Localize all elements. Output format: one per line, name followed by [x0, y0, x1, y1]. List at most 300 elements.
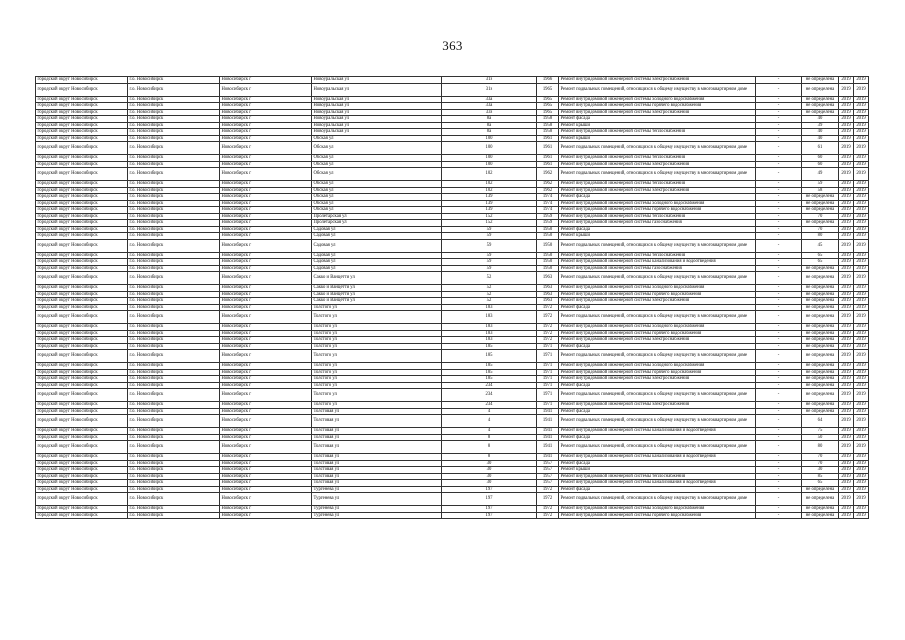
- work-type-cell: Ремонт фасада: [559, 382, 756, 389]
- work-type-cell: Ремонт крыши: [559, 233, 756, 240]
- year-start-cell: 2019: [839, 304, 854, 311]
- year-start-cell: 2019: [839, 194, 854, 201]
- year-built-cell: 1963: [537, 298, 559, 305]
- cost-cell: не определена: [802, 207, 839, 214]
- settlement-cell: г.о. Новосибирск: [128, 161, 220, 168]
- work-type-cell: Ремонт подвальных помещений, относящихся к общему имуществу в многоквартирном доме: [559, 415, 756, 428]
- house-cell: 197: [442, 486, 537, 493]
- cost-cell: не определена: [802, 83, 839, 96]
- municipality-cell: городской округ Новосибирск: [36, 181, 128, 188]
- locality-cell: Новосибирск г: [220, 402, 312, 409]
- municipality-cell: городской округ Новосибирск: [36, 454, 128, 461]
- year-built-cell: 1972: [537, 337, 559, 344]
- year-built-cell: 1971: [537, 350, 559, 363]
- year-start-cell: 2019: [839, 142, 854, 155]
- settlement-cell: г.о. Новосибирск: [128, 265, 220, 272]
- blank-cell: -: [756, 220, 802, 227]
- municipality-cell: городской округ Новосибирск: [36, 226, 128, 233]
- year-built-cell: 1950: [537, 252, 559, 259]
- settlement-cell: г.о. Новосибирск: [128, 343, 220, 350]
- year-end-cell: 2019: [854, 512, 869, 519]
- locality-cell: Новосибирск г: [220, 467, 312, 474]
- work-type-cell: Ремонт фасада: [559, 194, 756, 201]
- cost-cell: 61: [802, 142, 839, 155]
- blank-cell: -: [756, 460, 802, 467]
- locality-cell: Новосибирск г: [220, 109, 312, 116]
- locality-cell: Новосибирск г: [220, 343, 312, 350]
- year-start-cell: 2019: [839, 493, 854, 506]
- year-start-cell: 2019: [839, 382, 854, 389]
- blank-cell: -: [756, 226, 802, 233]
- house-cell: 4: [442, 428, 537, 435]
- year-start-cell: 2019: [839, 96, 854, 103]
- street-cell: Толстовая ул: [312, 434, 442, 441]
- cost-cell: не определена: [802, 96, 839, 103]
- locality-cell: Новосибирск г: [220, 454, 312, 461]
- settlement-cell: г.о. Новосибирск: [128, 337, 220, 344]
- year-built-cell: 1972: [537, 493, 559, 506]
- blank-cell: -: [756, 207, 802, 214]
- work-type-cell: Ремонт подвальных помещений, относящихся к общему имуществу в многоквартирном доме: [559, 168, 756, 181]
- house-cell: 183: [442, 311, 537, 324]
- settlement-cell: г.о. Новосибирск: [128, 122, 220, 129]
- year-start-cell: 2019: [839, 103, 854, 110]
- table-row: [36, 493, 869, 506]
- municipality-cell: городской округ Новосибирск: [36, 194, 128, 201]
- year-end-cell: 2019: [854, 311, 869, 324]
- year-start-cell: 2019: [839, 181, 854, 188]
- year-end-cell: 2019: [854, 376, 869, 383]
- cost-cell: 59: [802, 181, 839, 188]
- street-cell: Новоуральская ул: [312, 77, 442, 84]
- house-cell: 185: [442, 369, 537, 376]
- street-cell: Тургенева ул: [312, 506, 442, 513]
- street-cell: Сакко и Ванцетти ул: [312, 291, 442, 298]
- year-built-cell: 1950: [537, 259, 559, 266]
- street-cell: Толстого ул: [312, 402, 442, 409]
- settlement-cell: г.о. Новосибирск: [128, 116, 220, 123]
- locality-cell: Новосибирск г: [220, 460, 312, 467]
- municipality-cell: городской округ Новосибирск: [36, 402, 128, 409]
- municipality-cell: городской округ Новосибирск: [36, 389, 128, 402]
- year-built-cell: 1971: [537, 376, 559, 383]
- table-row: [36, 415, 869, 428]
- cost-cell: 30: [802, 467, 839, 474]
- work-type-cell: Ремонт подвальных помещений, относящихся к общему имуществу в многоквартирном доме: [559, 389, 756, 402]
- work-type-cell: Ремонт внутридомовой инженерной системы электроснабжения: [559, 402, 756, 409]
- cost-cell: 40: [802, 116, 839, 123]
- cost-cell: 70: [802, 454, 839, 461]
- year-start-cell: 2019: [839, 454, 854, 461]
- house-cell: 197: [442, 512, 537, 519]
- municipality-cell: городской округ Новосибирск: [36, 285, 128, 292]
- street-cell: Обская ул: [312, 194, 442, 201]
- street-cell: Тургенева ул: [312, 512, 442, 519]
- municipality-cell: городской округ Новосибирск: [36, 434, 128, 441]
- street-cell: Толстовая ул: [312, 460, 442, 467]
- year-start-cell: 2019: [839, 376, 854, 383]
- cost-cell: 65: [802, 259, 839, 266]
- work-type-cell: Ремонт подвальных помещений, относящихся к общему имуществу в многоквартирном доме: [559, 272, 756, 285]
- street-cell: Толстовая ул: [312, 454, 442, 461]
- year-start-cell: 2019: [839, 324, 854, 331]
- street-cell: Садовая ул: [312, 265, 442, 272]
- municipality-cell: городской округ Новосибирск: [36, 207, 128, 214]
- house-cell: 100: [442, 155, 537, 162]
- cost-cell: не определена: [802, 265, 839, 272]
- year-end-cell: 2019: [854, 226, 869, 233]
- settlement-cell: г.о. Новосибирск: [128, 298, 220, 305]
- cost-cell: не определена: [802, 103, 839, 110]
- blank-cell: -: [756, 109, 802, 116]
- house-cell: 8: [442, 454, 537, 461]
- house-cell: 183: [442, 304, 537, 311]
- year-end-cell: 2019: [854, 168, 869, 181]
- year-start-cell: 2019: [839, 473, 854, 480]
- house-cell: 33а: [442, 96, 537, 103]
- year-built-cell: 1972: [537, 324, 559, 331]
- municipality-cell: городской округ Новосибирск: [36, 460, 128, 467]
- year-built-cell: 1971: [537, 389, 559, 402]
- cost-cell: не определена: [802, 291, 839, 298]
- year-end-cell: 2019: [854, 415, 869, 428]
- year-built-cell: 1972: [537, 304, 559, 311]
- blank-cell: -: [756, 363, 802, 370]
- street-cell: Садовая ул: [312, 233, 442, 240]
- year-built-cell: 1966: [537, 77, 559, 84]
- year-built-cell: 1961: [537, 161, 559, 168]
- house-cell: 234: [442, 402, 537, 409]
- blank-cell: -: [756, 506, 802, 513]
- year-start-cell: 2019: [839, 428, 854, 435]
- settlement-cell: г.о. Новосибирск: [128, 103, 220, 110]
- year-end-cell: 2019: [854, 343, 869, 350]
- year-end-cell: 2019: [854, 83, 869, 96]
- house-cell: 183: [442, 324, 537, 331]
- year-end-cell: 2019: [854, 441, 869, 454]
- house-cell: 197: [442, 493, 537, 506]
- municipality-cell: городской округ Новосибирск: [36, 168, 128, 181]
- street-cell: Новоуральская ул: [312, 122, 442, 129]
- municipality-cell: городской округ Новосибирск: [36, 512, 128, 519]
- locality-cell: Новосибирск г: [220, 272, 312, 285]
- cost-cell: не определена: [802, 343, 839, 350]
- year-end-cell: 2019: [854, 103, 869, 110]
- year-end-cell: 2019: [854, 454, 869, 461]
- year-start-cell: 2019: [839, 350, 854, 363]
- year-start-cell: 2019: [839, 187, 854, 194]
- year-start-cell: 2019: [839, 486, 854, 493]
- settlement-cell: г.о. Новосибирск: [128, 213, 220, 220]
- street-cell: Тургенева ул: [312, 486, 442, 493]
- settlement-cell: г.о. Новосибирск: [128, 233, 220, 240]
- year-start-cell: 2019: [839, 434, 854, 441]
- work-type-cell: Ремонт внутридомовой инженерной системы горячего водоснабжения: [559, 207, 756, 214]
- year-built-cell: 1961: [537, 135, 559, 142]
- street-cell: Тургенева ул: [312, 493, 442, 506]
- year-end-cell: 2019: [854, 473, 869, 480]
- year-start-cell: 2019: [839, 207, 854, 214]
- street-cell: Толстого ул: [312, 343, 442, 350]
- municipality-cell: городской округ Новосибирск: [36, 408, 128, 415]
- year-start-cell: 2019: [839, 122, 854, 129]
- street-cell: Сакко и Ванцетти ул: [312, 272, 442, 285]
- cost-cell: не определена: [802, 194, 839, 201]
- settlement-cell: г.о. Новосибирск: [128, 350, 220, 363]
- locality-cell: Новосибирск г: [220, 161, 312, 168]
- locality-cell: Новосибирск г: [220, 77, 312, 84]
- locality-cell: Новосибирск г: [220, 96, 312, 103]
- year-built-cell: 1962: [537, 168, 559, 181]
- settlement-cell: г.о. Новосибирск: [128, 363, 220, 370]
- year-built-cell: 1950: [537, 239, 559, 252]
- year-built-cell: 1958: [537, 129, 559, 136]
- municipality-cell: городской округ Новосибирск: [36, 415, 128, 428]
- municipality-cell: городской округ Новосибирск: [36, 252, 128, 259]
- work-type-cell: Ремонт фасада: [559, 226, 756, 233]
- work-type-cell: Ремонт внутридомовой инженерной системы горячего водоснабжения: [559, 103, 756, 110]
- year-built-cell: 1962: [537, 181, 559, 188]
- house-cell: 59: [442, 239, 537, 252]
- house-cell: 59: [442, 233, 537, 240]
- locality-cell: Новосибирск г: [220, 135, 312, 142]
- work-type-cell: Ремонт подвальных помещений, относящихся к общему имуществу в многоквартирном доме: [559, 239, 756, 252]
- locality-cell: Новосибирск г: [220, 239, 312, 252]
- year-end-cell: 2019: [854, 135, 869, 142]
- year-start-cell: 2019: [839, 77, 854, 84]
- year-built-cell: 1941: [537, 415, 559, 428]
- settlement-cell: г.о. Новосибирск: [128, 382, 220, 389]
- house-cell: 8а: [442, 129, 537, 136]
- work-type-cell: Ремонт внутридомовой инженерной системы горячего водоснабжения: [559, 330, 756, 337]
- year-built-cell: 1959: [537, 220, 559, 227]
- work-type-cell: Ремонт внутридомовой инженерной системы электроснабжения: [559, 298, 756, 305]
- year-end-cell: 2019: [854, 213, 869, 220]
- locality-cell: Новосибирск г: [220, 181, 312, 188]
- municipality-cell: городской округ Новосибирск: [36, 109, 128, 116]
- blank-cell: -: [756, 213, 802, 220]
- year-end-cell: 2019: [854, 194, 869, 201]
- year-start-cell: 2019: [839, 272, 854, 285]
- work-type-cell: Ремонт подвальных помещений, относящихся к общему имуществу в многоквартирном доме: [559, 350, 756, 363]
- work-type-cell: Ремонт внутридомовой инженерной системы теплоснабжения: [559, 252, 756, 259]
- locality-cell: Новосибирск г: [220, 330, 312, 337]
- street-cell: Толстого ул: [312, 337, 442, 344]
- street-cell: Толстого ул: [312, 363, 442, 370]
- cost-cell: не определена: [802, 402, 839, 409]
- year-start-cell: 2019: [839, 402, 854, 409]
- blank-cell: -: [756, 239, 802, 252]
- year-end-cell: 2019: [854, 350, 869, 363]
- table-row: [36, 239, 869, 252]
- blank-cell: -: [756, 402, 802, 409]
- cost-cell: не определена: [802, 220, 839, 227]
- year-built-cell: 1972: [537, 512, 559, 519]
- year-built-cell: 1974: [537, 207, 559, 214]
- settlement-cell: г.о. Новосибирск: [128, 460, 220, 467]
- year-built-cell: 1963: [537, 285, 559, 292]
- municipality-cell: городской округ Новосибирск: [36, 200, 128, 207]
- work-type-cell: Ремонт внутридомовой инженерной системы холодного водоснабжения: [559, 363, 756, 370]
- locality-cell: Новосибирск г: [220, 213, 312, 220]
- year-built-cell: 1962: [537, 187, 559, 194]
- blank-cell: -: [756, 337, 802, 344]
- settlement-cell: г.о. Новосибирск: [128, 428, 220, 435]
- blank-cell: -: [756, 343, 802, 350]
- work-type-cell: Ремонт фасада: [559, 343, 756, 350]
- year-start-cell: 2019: [839, 83, 854, 96]
- settlement-cell: г.о. Новосибирск: [128, 168, 220, 181]
- settlement-cell: г.о. Новосибирск: [128, 441, 220, 454]
- street-cell: Толстовая ул: [312, 480, 442, 487]
- year-end-cell: 2019: [854, 252, 869, 259]
- year-built-cell: 1971: [537, 402, 559, 409]
- work-type-cell: Ремонт внутридомовой инженерной системы теплоснабжения: [559, 213, 756, 220]
- year-end-cell: 2019: [854, 161, 869, 168]
- year-end-cell: 2019: [854, 408, 869, 415]
- municipality-cell: городской округ Новосибирск: [36, 129, 128, 136]
- street-cell: Толстого ул: [312, 376, 442, 383]
- cost-cell: 45: [802, 239, 839, 252]
- cost-cell: не определена: [802, 298, 839, 305]
- year-start-cell: 2019: [839, 259, 854, 266]
- blank-cell: -: [756, 304, 802, 311]
- year-built-cell: 1965: [537, 83, 559, 96]
- locality-cell: Новосибирск г: [220, 389, 312, 402]
- municipality-cell: городской округ Новосибирск: [36, 350, 128, 363]
- work-type-cell: Ремонт внутридомовой инженерной системы холодного водоснабжения: [559, 96, 756, 103]
- municipality-cell: городской округ Новосибирск: [36, 324, 128, 331]
- year-end-cell: 2019: [854, 467, 869, 474]
- year-start-cell: 2019: [839, 116, 854, 123]
- work-type-cell: Ремонт подвальных помещений, относящихся к общему имуществу в многоквартирном доме: [559, 441, 756, 454]
- year-start-cell: 2019: [839, 168, 854, 181]
- municipality-cell: городской округ Новосибирск: [36, 291, 128, 298]
- blank-cell: -: [756, 480, 802, 487]
- house-cell: 183: [442, 337, 537, 344]
- street-cell: Толстого ул: [312, 389, 442, 402]
- cost-cell: 75: [802, 428, 839, 435]
- year-end-cell: 2019: [854, 96, 869, 103]
- house-cell: 152: [442, 213, 537, 220]
- settlement-cell: г.о. Новосибирск: [128, 135, 220, 142]
- settlement-cell: г.о. Новосибирск: [128, 506, 220, 513]
- street-cell: Обская ул: [312, 181, 442, 188]
- street-cell: Толстого ул: [312, 369, 442, 376]
- street-cell: Толстого ул: [312, 311, 442, 324]
- year-built-cell: 1958: [537, 122, 559, 129]
- work-type-cell: Ремонт внутридомовой инженерной системы холодного водоснабжения: [559, 285, 756, 292]
- cost-cell: не определена: [802, 506, 839, 513]
- cost-cell: 70: [802, 460, 839, 467]
- locality-cell: Новосибирск г: [220, 285, 312, 292]
- street-cell: Обская ул: [312, 200, 442, 207]
- street-cell: Садовая ул: [312, 239, 442, 252]
- municipality-cell: городской округ Новосибирск: [36, 486, 128, 493]
- house-cell: 30: [442, 473, 537, 480]
- cost-cell: не определена: [802, 272, 839, 285]
- house-cell: 31з: [442, 77, 537, 84]
- work-type-cell: Ремонт внутридомовой инженерной системы газоснабжения: [559, 220, 756, 227]
- street-cell: Обская ул: [312, 161, 442, 168]
- locality-cell: Новосибирск г: [220, 83, 312, 96]
- settlement-cell: г.о. Новосибирск: [128, 454, 220, 461]
- municipality-cell: городской округ Новосибирск: [36, 187, 128, 194]
- year-end-cell: 2019: [854, 233, 869, 240]
- municipality-cell: городской округ Новосибирск: [36, 239, 128, 252]
- settlement-cell: г.о. Новосибирск: [128, 304, 220, 311]
- settlement-cell: г.о. Новосибирск: [128, 129, 220, 136]
- work-type-cell: Ремонт крыши: [559, 467, 756, 474]
- blank-cell: -: [756, 135, 802, 142]
- locality-cell: Новосибирск г: [220, 493, 312, 506]
- year-built-cell: 1974: [537, 200, 559, 207]
- blank-cell: -: [756, 265, 802, 272]
- year-end-cell: 2019: [854, 363, 869, 370]
- cost-cell: 65: [802, 252, 839, 259]
- year-end-cell: 2019: [854, 207, 869, 214]
- year-start-cell: 2019: [839, 343, 854, 350]
- work-type-cell: Ремонт внутридомовой инженерной системы электроснабжения: [559, 337, 756, 344]
- year-start-cell: 2019: [839, 265, 854, 272]
- year-start-cell: 2019: [839, 213, 854, 220]
- year-start-cell: 2019: [839, 389, 854, 402]
- year-built-cell: 1957: [537, 473, 559, 480]
- year-built-cell: 1971: [537, 363, 559, 370]
- year-end-cell: 2019: [854, 259, 869, 266]
- cost-cell: не определена: [802, 363, 839, 370]
- table-body: [36, 77, 869, 519]
- year-start-cell: 2019: [839, 285, 854, 292]
- municipality-cell: городской округ Новосибирск: [36, 83, 128, 96]
- municipality-cell: городской округ Новосибирск: [36, 161, 128, 168]
- settlement-cell: г.о. Новосибирск: [128, 389, 220, 402]
- blank-cell: -: [756, 428, 802, 435]
- settlement-cell: г.о. Новосибирск: [128, 330, 220, 337]
- street-cell: Толстовая ул: [312, 441, 442, 454]
- house-cell: 8: [442, 434, 537, 441]
- table-row: [36, 350, 869, 363]
- street-cell: Толстого ул: [312, 382, 442, 389]
- cost-cell: не определена: [802, 389, 839, 402]
- year-start-cell: 2019: [839, 369, 854, 376]
- year-start-cell: 2019: [839, 337, 854, 344]
- settlement-cell: г.о. Новосибирск: [128, 512, 220, 519]
- locality-cell: Новосибирск г: [220, 122, 312, 129]
- house-cell: 33а: [442, 103, 537, 110]
- cost-cell: 80: [802, 233, 839, 240]
- blank-cell: -: [756, 454, 802, 461]
- house-cell: 52: [442, 285, 537, 292]
- year-start-cell: 2019: [839, 135, 854, 142]
- locality-cell: Новосибирск г: [220, 168, 312, 181]
- year-built-cell: 1957: [537, 467, 559, 474]
- municipality-cell: городской округ Новосибирск: [36, 506, 128, 513]
- house-cell: 139: [442, 207, 537, 214]
- blank-cell: -: [756, 142, 802, 155]
- year-end-cell: 2019: [854, 239, 869, 252]
- blank-cell: -: [756, 96, 802, 103]
- year-end-cell: 2019: [854, 493, 869, 506]
- cost-cell: не определена: [802, 304, 839, 311]
- house-cell: 152: [442, 220, 537, 227]
- year-end-cell: 2019: [854, 337, 869, 344]
- street-cell: Обская ул: [312, 135, 442, 142]
- year-start-cell: 2019: [839, 330, 854, 337]
- work-type-cell: Ремонт внутридомовой инженерной системы теплоснабжения: [559, 181, 756, 188]
- work-type-cell: Ремонт внутридомовой инженерной системы электроснабжения: [559, 109, 756, 116]
- work-type-cell: Ремонт внутридомовой инженерной системы теплоснабжения: [559, 129, 756, 136]
